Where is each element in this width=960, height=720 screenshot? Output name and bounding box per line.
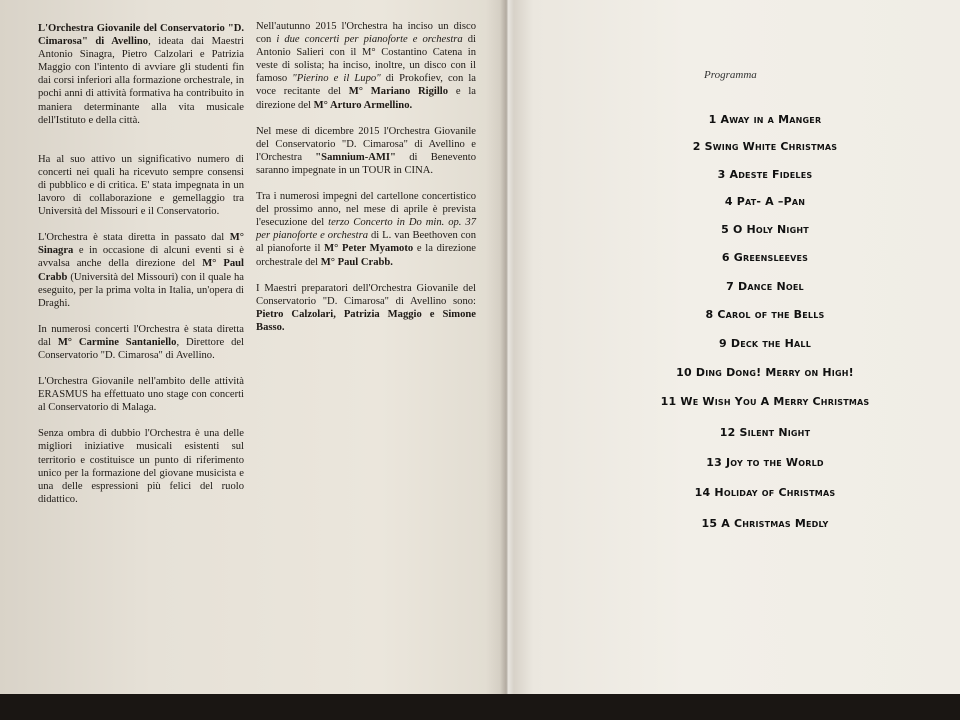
- program-item: 1 Away in a Manger: [708, 113, 822, 126]
- program-item: 13 Joy to the World: [706, 456, 824, 469]
- program-item: 2 Swing White Christmas: [692, 140, 838, 153]
- program-item: 6 Greensleeves: [721, 251, 809, 264]
- paragraph-tour: Nel mese di dicembre 2015 l'Orchestra Giovanile del Conservatorio "D. Cimarosa" di Avellino e l'Orchestra "Samnium-AMI" di Benevento saranno impegnate in un TOUR in CINA.: [256, 125, 476, 176]
- program-item: 11 We Wish You A Merry Christmas: [660, 395, 870, 408]
- paragraph-history: L'Orchestra Giovanile del Conservatorio "D. Cimarosa" di Avellino, ideata dai Maestri Antonio Sinagra, Pietro Calzolari e Patrizia Maggio con l'intento di avviare gli studenti fin dai corsi inferiori alla formazione orchestrale, in pochi anni di attività formativa ha contribuito in maniera determinante alla vita musicale dell'Istituto e della città.: [38, 23, 244, 126]
- paragraph-conclusion: Senza ombra di dubbio l'Orchestra è una delle migliori iniziative musicali esistenti sul territorio e costituisce un punto di riferimento unico per la formazione del giovane musicista e una delle espressioni più felici del ruolo didattico.: [38, 428, 244, 505]
- left-text-column: [38, 22, 244, 519]
- program-item: 14 Holiday of Christmas: [694, 486, 836, 499]
- program-item: 5 O Holy Night: [721, 223, 809, 236]
- paragraph-upcoming: Tra i numerosi impegni del cartellone concertistico del prossimo anno, nel mese di aprile è prevista l'esecuzione del terzo Concerto in Do min. op. 37 per pianoforte e orchestra di L. van Beethoven con al pianoforte il M° Peter Myamoto e la direzione orchestrale del M° Paul Crabb.: [256, 191, 476, 268]
- paragraph-erasmus: L'Orchestra Giovanile nell'ambito delle attività ERASMUS ha effettuato uno stage con concerti al Conservatorio di Malaga.: [38, 376, 244, 414]
- program-item: 8 Carol of the Bells: [705, 308, 825, 321]
- page-fold: [500, 0, 514, 694]
- paragraph-concerts: Ha al suo attivo un significativo numero di concerti nei quali ha ricevuto sempre consensi di pubblico e di critica. E' stata impegnata in un lavoro di collaborazione e gemellaggio tra Università del Missouri e il Conservatorio.: [38, 153, 244, 218]
- paragraph-director: In numerosi concerti l'Orchestra è stata diretta dal M° Carmine Santaniello, Direttore del Conservatorio "D. Cimarosa" di Avellino.: [38, 323, 245, 361]
- right-text-column: [256, 20, 476, 347]
- paragraph-conductors: L'Orchestra è stata diretta in passato dal M° Sinagra e in occasione di alcuni eventi si è avvalsa anche della direzione del M° Paul Crabb (Università del Missouri) con il quale ha eseguito, per la prima volta in Italia, un'opera di Draghi.: [38, 232, 244, 309]
- orchestra-name: L'Orchestra Giovanile del Conservatorio "D. Cimarosa" di Avellino: [38, 23, 244, 48]
- programma-title: Programma: [704, 69, 757, 81]
- paragraph-maestri: I Maestri preparatori dell'Orchestra Giovanile del Conservatorio "D. Cimarosa" di Avellino sono: Pietro Calzolari, Patrizia Maggio e Simone Basso.: [256, 282, 476, 333]
- program-item: 7 Dance Noel: [726, 280, 804, 293]
- program-item: 4 Pat- A –Pan: [724, 195, 806, 208]
- program-item: 12 Silent Night: [719, 426, 811, 439]
- paragraph-recordings: Nell'autunno 2015 l'Orchestra ha inciso un disco con i due concerti per pianoforte e orchestra di Antonio Salieri con il M° Costantino Catena in veste di solista; ha inciso, inoltre, un disco con il famoso "Pierino e il Lupo" di Prokofiev, con la voce recitante del M° Mariano Rigillo e la direzione del M° Arturo Armellino.: [256, 21, 476, 111]
- program-item: 9 Deck the Hall: [718, 337, 812, 350]
- program-item: 10 Ding Dong! Merry on High!: [676, 366, 854, 379]
- program-item: 15 A Christmas Medly: [701, 517, 829, 530]
- table-background: [0, 694, 960, 720]
- program-item: 3 Adeste Fideles: [717, 168, 813, 181]
